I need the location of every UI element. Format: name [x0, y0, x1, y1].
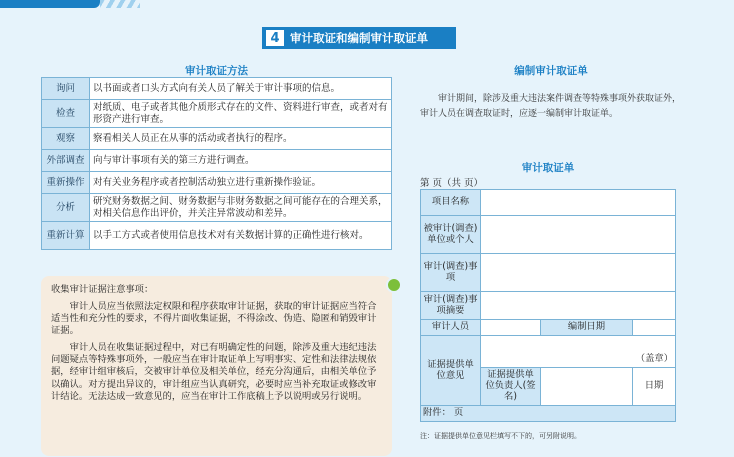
form-section-title: 编制审计取证单	[514, 65, 588, 77]
summary-field[interactable]	[481, 292, 676, 320]
method-desc: 以手工方式或者使用信息技术对有关数据计算的正确性进行核对。	[90, 222, 392, 250]
provider-head-label: 证据提供单位负责人(签名)	[481, 368, 541, 406]
notes-paragraph: 审计人员应当依照法定权限和程序获取审计证据，获取的审计证据应当符合适当性和充分性的要求，不得片面收集证据，不得涂改、伪造、隐匿和销毁审计证据。	[51, 301, 377, 337]
attachment-label: 附件： 页	[421, 406, 676, 422]
date-label: 日期	[644, 380, 664, 392]
table-row	[421, 320, 676, 336]
matter-field[interactable]	[481, 254, 676, 292]
method-name: 外部调查	[42, 150, 90, 172]
notes-paragraph: 审计人员在收集证据过程中，对已有明确定性的问题，除涉及重大违纪违法问题疑点等特殊事项外，一般应当在审计取证单上写明事实、定性和法律法规依据，经审计组审核后，交被审计单位及相关单位，经充分沟通后，由相关单位予以确认。对方提出异议的，审计组应当认真研究，必要时应当补充取证或修改审计结论。无法达成一致意见的，应当在审计工作底稿上予以说明或另行说明。	[51, 342, 377, 402]
methods-title: 审计取证方法	[185, 65, 248, 77]
method-desc: 以书面或者口头方式向有关人员了解关于审计事项的信息。	[90, 78, 392, 100]
table-row	[42, 100, 392, 128]
auditor-label: 审计人员	[421, 320, 481, 336]
form-footnote: 注：证据提供单位意见栏填写不下的，可另附说明。	[420, 432, 581, 440]
methods-table	[41, 77, 392, 250]
title-banner	[262, 27, 456, 49]
method-desc: 对有关业务程序或者控制活动独立进行重新操作验证。	[90, 172, 392, 194]
method-name: 询问	[42, 78, 90, 100]
notes-title: 收集审计证据注意事项：	[51, 284, 154, 295]
method-name: 重新操作	[42, 172, 90, 194]
table-row	[42, 222, 392, 250]
table-row	[42, 128, 392, 150]
table-row	[42, 172, 392, 194]
method-name: 分析	[42, 194, 90, 222]
section-tab	[0, 0, 100, 8]
notes-box	[41, 276, 392, 456]
table-row	[42, 78, 392, 100]
method-name: 检查	[42, 100, 90, 128]
method-desc: 研究财务数据之间、财务数据与非财务数据之间可能存在的合理关系，对相关信息作出评价，并关注异常波动和差异。	[90, 194, 392, 222]
table-row	[42, 150, 392, 172]
seal-field[interactable]	[481, 336, 676, 368]
prepared-date-label: 编制日期	[541, 320, 633, 336]
method-desc: 对纸质、电子或者其他介质形式存在的文件、资料进行审查，或者对有形资产进行审查。	[90, 100, 392, 128]
table-row	[421, 336, 676, 368]
provider-opinion-label: 证据提供单位意见	[421, 336, 481, 406]
banner-title: 审计取证和编制审计取证单	[290, 31, 428, 45]
method-name: 重新计算	[42, 222, 90, 250]
table-row	[421, 190, 676, 216]
table-row	[42, 194, 392, 222]
seal-label: （盖章）	[635, 353, 673, 365]
evidence-form	[420, 189, 676, 422]
page-label: 第 页（共 页）	[420, 178, 484, 189]
date-cell[interactable]	[633, 368, 676, 406]
table-row	[421, 254, 676, 292]
table-row	[421, 406, 676, 422]
method-desc: 察看相关人员正在从事的活动或者执行的程序。	[90, 128, 392, 150]
intro-text: 审计期间，除涉及重大违法案件调查等特殊事项外获取证外，审计人员在调查取证时，应逐一编制审计取证单。	[420, 94, 682, 120]
table-row	[421, 216, 676, 254]
auditor-field[interactable]	[481, 320, 541, 336]
prepared-date-field[interactable]	[633, 320, 676, 336]
provider-signature-field[interactable]	[541, 368, 633, 406]
section-number: 4	[266, 30, 284, 46]
summary-label: 审计(调查)事项摘要	[421, 292, 481, 320]
method-desc: 向与审计事项有关的第三方进行调查。	[90, 150, 392, 172]
project-name-label: 项目名称	[421, 190, 481, 216]
audited-unit-label: 被审计(调查)单位或个人	[421, 216, 481, 254]
decorative-stripes	[100, 0, 140, 8]
matter-label: 审计(调查)事项	[421, 254, 481, 292]
project-name-field[interactable]	[481, 190, 676, 216]
method-name: 观察	[42, 128, 90, 150]
decorative-bubble-icon	[386, 277, 402, 293]
table-row	[421, 292, 676, 320]
audited-unit-field[interactable]	[481, 216, 676, 254]
form-title: 审计取证单	[521, 162, 575, 174]
